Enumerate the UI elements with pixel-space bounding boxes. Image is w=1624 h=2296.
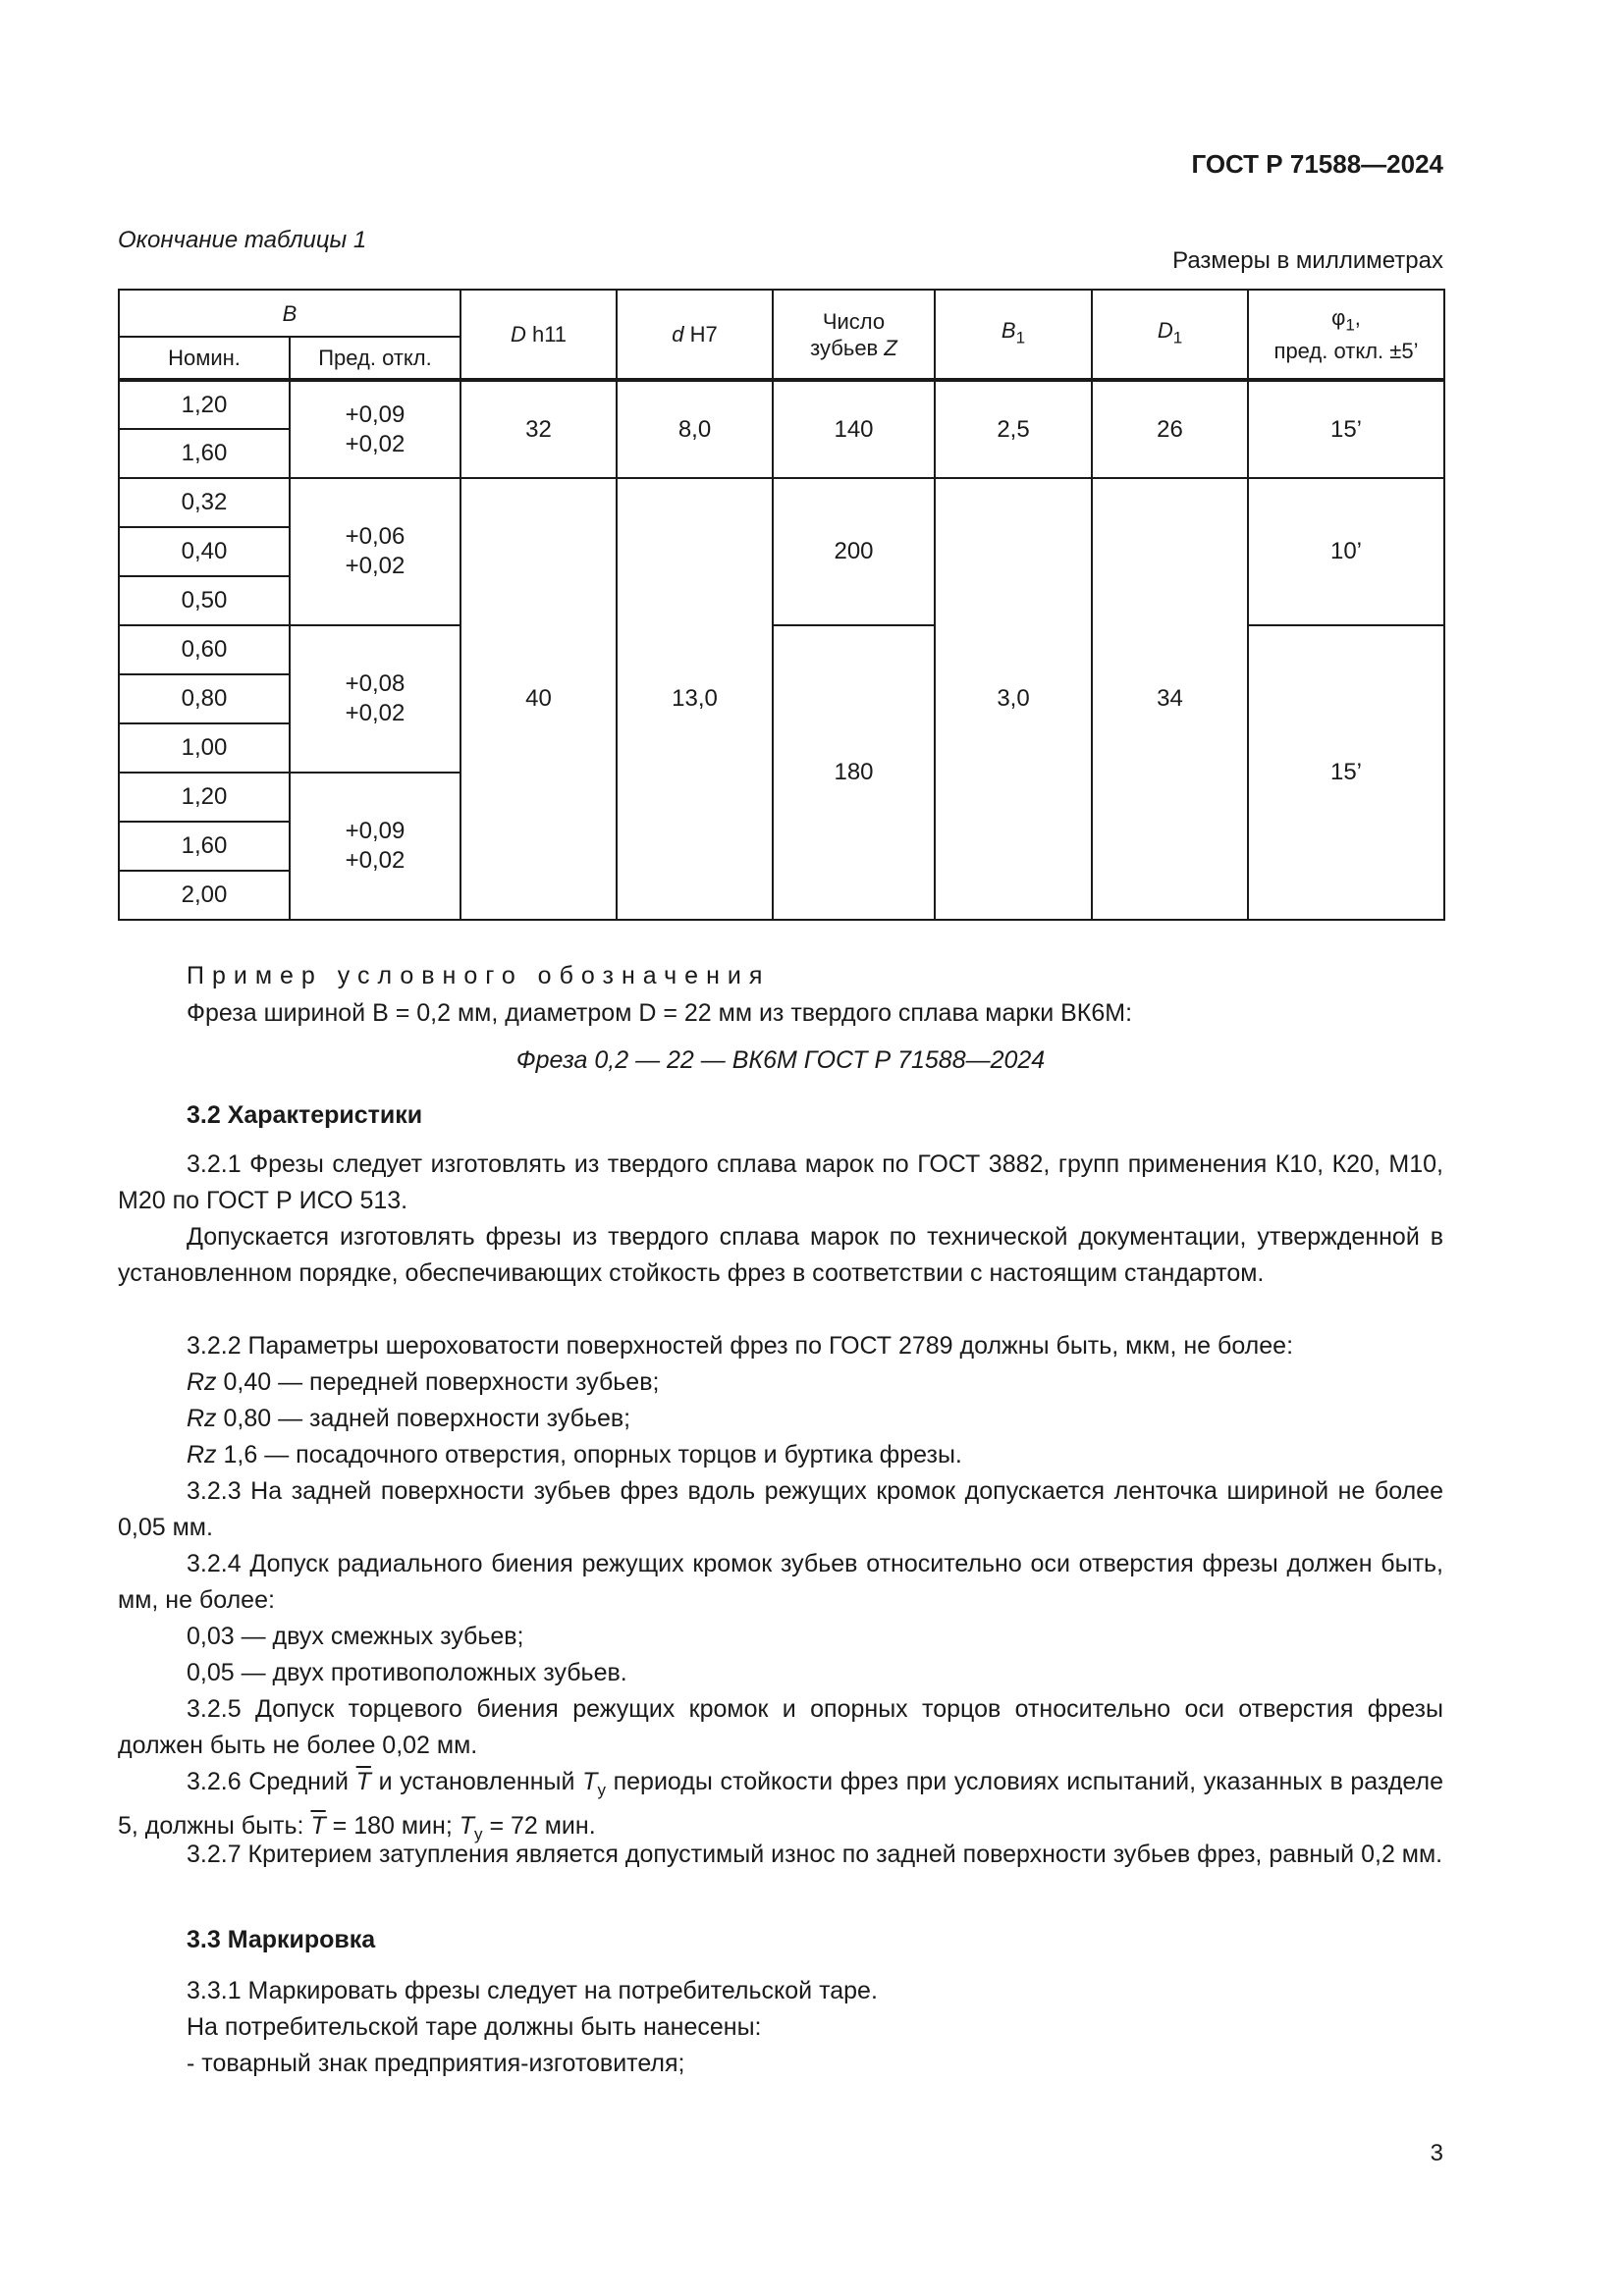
standard-number: ГОСТ Р 71588—2024 [1191, 149, 1443, 179]
paragraph-3-3-1: 3.3.1 Маркировать фрезы следует на потребительской таре. [187, 1977, 878, 2004]
cell-b: 1,60 [119, 429, 290, 478]
cell-tolerance: +0,08 +0,02 [290, 625, 460, 773]
cell-B1: 2,5 [935, 380, 1092, 478]
header-D: D h11 [460, 290, 617, 380]
cell-tolerance: +0,06 +0,02 [290, 478, 460, 625]
paragraph-allowed: Допускается изготовлять фрезы из твердого сплава марок по технической документации, утвержденной в установленном порядке, обеспечивающих стойкость фрез в соответствии с настоящим стандартом. [118, 1223, 1443, 1287]
header-b: B [119, 290, 460, 337]
cell-D: 32 [460, 380, 617, 478]
cell-tolerance: +0,09 +0,02 [290, 380, 460, 478]
runout-item: 0,05 — двух противоположных зубьев. [187, 1659, 627, 1686]
cell-b: 1,00 [119, 723, 290, 773]
cell-B1: 3,0 [935, 478, 1092, 920]
example-text: Фреза шириной B = 0,2 мм, диаметром D = 22 мм из твердого сплава марки ВК6М: [187, 999, 1133, 1027]
page-number: 3 [1430, 2140, 1443, 2166]
cell-D: 40 [460, 478, 617, 920]
header-d: d H7 [617, 290, 773, 380]
cell-b: 0,40 [119, 527, 290, 576]
section-3-2-title: 3.2 Характеристики [187, 1101, 423, 1129]
cell-b: 0,32 [119, 478, 290, 527]
header-nomin: Номин. [119, 337, 290, 380]
cell-teeth: 200 [773, 478, 935, 625]
cell-D1: 34 [1092, 478, 1248, 920]
cell-b: 0,60 [119, 625, 290, 674]
paragraph-3-2-4: 3.2.4 Допуск радиального биения режущих кромок зубьев относительно оси отверстия фрезы должен быть, мм, не более: [118, 1550, 1443, 1614]
paragraph-marking: На потребительской таре должны быть нанесены: [187, 2013, 762, 2041]
cell-b: 1,20 [119, 380, 290, 429]
cell-d: 8,0 [617, 380, 773, 478]
roughness-item: Rz 0,40 — передней поверхности зубьев; [187, 1368, 660, 1396]
paragraph-3-2-5: 3.2.5 Допуск торцевого биения режущих кромок и опорных торцов относительно оси отверстия фрезы должен быть не более 0,02 мм. [118, 1695, 1443, 1759]
cell-teeth: 180 [773, 625, 935, 920]
table-continuation: Окончание таблицы 1 [118, 227, 367, 253]
paragraph-3-2-6: 3.2.6 Средний $\overline{T}$ и установленный $T_у$ периоды стойкости фрез при условиях испытаний, указанных в разделе 5, должны быть: $\overline{T} = 180$ мин; $T_у = 72$ мин. [118, 1768, 1443, 1843]
roughness-item: Rz 0,80 — задней поверхности зубьев; [187, 1405, 631, 1432]
header-D1: $D_1$ [1092, 290, 1248, 380]
header-B1: $B_1$ [935, 290, 1092, 380]
cell-teeth: 140 [773, 380, 935, 478]
example-designation: Фреза 0,2 — 22 — ВК6М ГОСТ Р 71588—2024 [515, 1046, 1046, 1074]
cell-d: 13,0 [617, 478, 773, 920]
marking-item: - товарный знак предприятия-изготовителя; [187, 2050, 685, 2077]
roughness-item: Rz 1,6 — посадочного отверстия, опорных торцов и буртика фрезы. [187, 1441, 962, 1468]
section-3-3-title: 3.3 Маркировка [187, 1926, 376, 1953]
cell-b: 1,60 [119, 822, 290, 871]
header-phi: $\varphi_1$, пред. откл. ±5’ [1248, 290, 1444, 380]
dimensions-table [118, 289, 1445, 921]
paragraph-3-2-1: 3.2.1 Фрезы следует изготовлять из твердого сплава марок по ГОСТ 3882, групп применения К10, К20, М10, М20 по ГОСТ Р ИСО 513. [118, 1150, 1443, 1214]
cell-D1: 26 [1092, 380, 1248, 478]
cell-b: 0,80 [119, 674, 290, 723]
table-units: Размеры в миллиметрах [1172, 247, 1443, 274]
example-title: Пример условного обозначения [187, 962, 771, 989]
cell-b: 1,20 [119, 773, 290, 822]
paragraph-3-2-3: 3.2.3 На задней поверхности зубьев фрез вдоль режущих кромок допускается ленточка шириной не более 0,05 мм. [118, 1477, 1443, 1541]
cell-phi: 15’ [1248, 625, 1444, 920]
paragraph-3-2-7: 3.2.7 Критерием затупления является допустимый износ по задней поверхности зубьев фрез, равный 0,2 мм. [187, 1841, 1443, 1868]
cell-tolerance: +0,09 +0,02 [290, 773, 460, 920]
cell-b: 0,50 [119, 576, 290, 625]
header-tolerance: Пред. откл. [290, 337, 460, 380]
cell-phi: 10’ [1248, 478, 1444, 625]
cell-phi: 15’ [1248, 380, 1444, 478]
header-teeth: Число зубьев Z [773, 290, 935, 380]
paragraph-3-2-2: 3.2.2 Параметры шероховатости поверхностей фрез по ГОСТ 2789 должны быть, мкм, не более: [187, 1332, 1294, 1360]
cell-b: 2,00 [119, 871, 290, 920]
runout-item: 0,03 — двух смежных зубьев; [187, 1623, 524, 1650]
